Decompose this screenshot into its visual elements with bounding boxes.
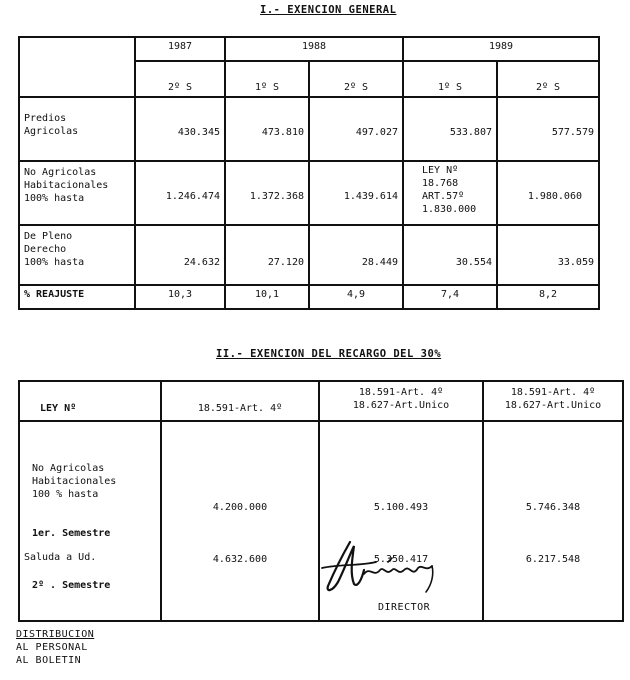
value-cell: 24.632 <box>135 225 225 285</box>
value-cell: 4.632.600 <box>212 554 268 565</box>
row-label: De Pleno Derecho 100% hasta <box>19 225 135 285</box>
ley-note-cell: LEY Nº 18.768 ART.57º 1.830.000 <box>403 161 497 225</box>
value-cell: 5.350.417 <box>373 554 429 565</box>
exencion-general-table <box>18 36 600 310</box>
value-cell: 33.059 <box>497 225 599 285</box>
value-cell: 8,2 <box>497 285 599 309</box>
value-cell: 1.246.474 <box>135 161 225 225</box>
header-empty-cell <box>19 37 135 97</box>
value-cell: 7,4 <box>403 285 497 309</box>
distribution-item: AL BOLETIN <box>16 655 82 666</box>
value-cell: 27.120 <box>225 225 309 285</box>
row-label: Predios Agricolas <box>19 97 135 161</box>
handwritten-signature <box>316 538 456 598</box>
value-cell: 6.217.548 <box>525 554 581 565</box>
table-row <box>19 225 599 285</box>
value-cell: 5.100.493 <box>373 502 429 513</box>
ley-column-header: 18.591-Art. 4º <box>161 381 319 421</box>
value-cell: 4.200.000 <box>212 502 268 513</box>
semester-header: 1º S <box>225 61 309 97</box>
value-cell: 10,1 <box>225 285 309 309</box>
year-1988: 1988 <box>225 37 403 61</box>
value-cell: 28.449 <box>309 225 403 285</box>
value-cell: 430.345 <box>135 97 225 161</box>
distribution-item: AL PERSONAL <box>16 642 88 653</box>
value-cell: 5.746.348 <box>525 502 581 513</box>
section1-title: I.- EXENCION GENERAL <box>260 4 397 16</box>
year-1987: 1987 <box>135 37 225 61</box>
value-cell: 577.579 <box>497 97 599 161</box>
semester-header: 2º S <box>135 61 225 97</box>
semester-header: 2º S <box>497 61 599 97</box>
ley-column-header: 18.591-Art. 4º 18.627-Art.Unico <box>319 381 483 421</box>
distribution-heading: DISTRIBUCION <box>16 629 95 640</box>
semester-header: 1º S <box>403 61 497 97</box>
value-cell: 1.980.060 <box>497 161 599 225</box>
signature-title: DIRECTOR <box>378 602 431 613</box>
table-row <box>19 97 599 161</box>
semester-1-label: 1er. Semestre <box>32 528 111 539</box>
value-cell: 497.027 <box>309 97 403 161</box>
ley-column-header: 18.591-Art. 4º 18.627-Art.Unico <box>483 381 623 421</box>
ley-header: LEY Nº <box>19 381 161 421</box>
value-cell: 1.372.368 <box>225 161 309 225</box>
year-1989: 1989 <box>403 37 599 61</box>
value-cell: 1.439.614 <box>309 161 403 225</box>
row-label: No Agricolas Habitacionales 100% hasta <box>19 161 135 225</box>
distribution-block <box>16 628 94 667</box>
value-cell: 473.810 <box>225 97 309 161</box>
semester-header: 2º S <box>309 61 403 97</box>
table-row <box>19 285 599 309</box>
semester-2-label: 2º . Semestre <box>32 580 111 591</box>
table-row <box>19 161 599 225</box>
value-cell: 30.554 <box>403 225 497 285</box>
value-cell: 533.807 <box>403 97 497 161</box>
closing-text: Saluda a Ud. <box>24 552 97 563</box>
row-label: % REAJUSTE <box>19 285 135 309</box>
value-cell: 10,3 <box>135 285 225 309</box>
value-cell: 4,9 <box>309 285 403 309</box>
section2-title: II.- EXENCION DEL RECARGO DEL 30% <box>216 348 442 360</box>
row-label-intro: No Agricolas Habitacionales 100 % hasta <box>32 463 117 500</box>
